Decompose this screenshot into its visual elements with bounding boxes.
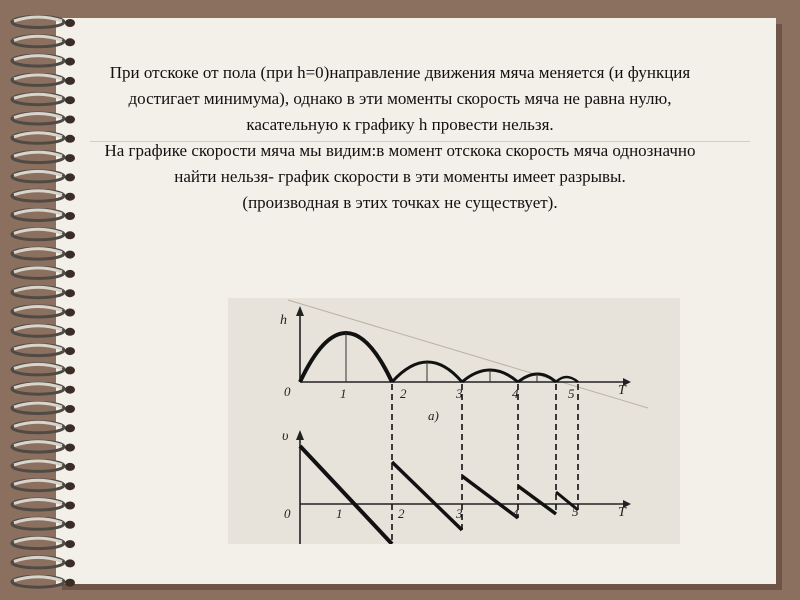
spiral-ring-icon [12, 267, 75, 278]
paragraph-velocity-explanation: На графике скорости мяча мы видим:в момент отскока скорость мяча однозначно найти нельзя- график скорости в эти моменты имеет разрывы. [104, 141, 696, 186]
bottom-tick-3: 3 [456, 506, 463, 521]
spiral-ring-icon [12, 499, 75, 510]
graphs-svg [228, 298, 680, 544]
spiral-ring-icon [12, 306, 75, 317]
spiral-ring-icon [12, 171, 75, 182]
top-y-arrow-icon [296, 306, 304, 316]
paragraph-derivative-note: (производная в этих точках не существует). [242, 193, 558, 212]
bottom-tick-5: 5 [572, 504, 579, 519]
bottom-x-label: T [618, 505, 626, 520]
paragraph-height-explanation: При отскоке от пола (при h=0)направление движения мяча меняется (и функция достигает минимума), однако в эти моменты скорость мяча не равна нулю, касательную к графику h провести нельзя. [109, 63, 691, 134]
spiral-ring-icon [12, 190, 75, 201]
spiral-ring-icon [12, 383, 75, 394]
spiral-ring-icon [12, 460, 75, 471]
spiral-ring-icon [12, 538, 75, 549]
spiral-ring-icon [12, 287, 75, 298]
top-tick-3: 3 [456, 386, 463, 401]
spiral-ring-icon [12, 55, 75, 66]
spiral-ring-icon [12, 557, 75, 568]
bottom-tick-4: 4 [512, 506, 519, 521]
spiral-ring-icon [12, 229, 75, 240]
discontinuity-guides [392, 384, 578, 544]
spiral-binding-icon [0, 0, 110, 600]
velocity-segment-1 [300, 446, 392, 544]
spiral-ring-icon [12, 113, 75, 124]
bottom-tick-0: 0 [284, 506, 291, 521]
top-tick-2: 2 [400, 386, 407, 401]
spiral-ring-icon [12, 210, 75, 221]
spiral-ring-icon [12, 94, 75, 105]
spiral-ring-icon [12, 132, 75, 143]
spiral-ring-icon [12, 441, 75, 452]
bottom-y-label: υ [282, 429, 289, 444]
spiral-ring-icon [12, 36, 75, 47]
spiral-ring-icon [12, 576, 75, 587]
top-x-label: T [618, 383, 626, 398]
ball-graphs-figure [228, 298, 680, 544]
spiral-ring-icon [12, 480, 75, 491]
spiral-ring-icon [12, 74, 75, 85]
spiral-ring-icon [12, 152, 75, 163]
spiral-ring-icon [12, 422, 75, 433]
slide-text [100, 60, 700, 216]
velocity-segment-3 [462, 476, 518, 518]
top-tick-1: 1 [340, 386, 347, 401]
top-tick-5: 5 [568, 386, 575, 401]
bottom-y-arrow-icon [296, 430, 304, 440]
spiral-ring-icon [12, 248, 75, 259]
top-y-label: h [280, 313, 287, 328]
spiral-ring-icon [12, 345, 75, 356]
top-tick-0: 0 [284, 384, 291, 399]
top-graph-caption: a) [428, 408, 439, 423]
bottom-tick-1: 1 [336, 506, 343, 521]
bottom-tick-2: 2 [398, 506, 405, 521]
spiral-ring-icon [12, 325, 75, 336]
top-tick-4: 4 [512, 386, 519, 401]
spiral-ring-icon [12, 403, 75, 414]
spiral-ring-icon [12, 17, 75, 28]
spiral-ring-icon [12, 518, 75, 529]
velocity-segment-4 [518, 486, 556, 514]
spiral-ring-icon [12, 364, 75, 375]
